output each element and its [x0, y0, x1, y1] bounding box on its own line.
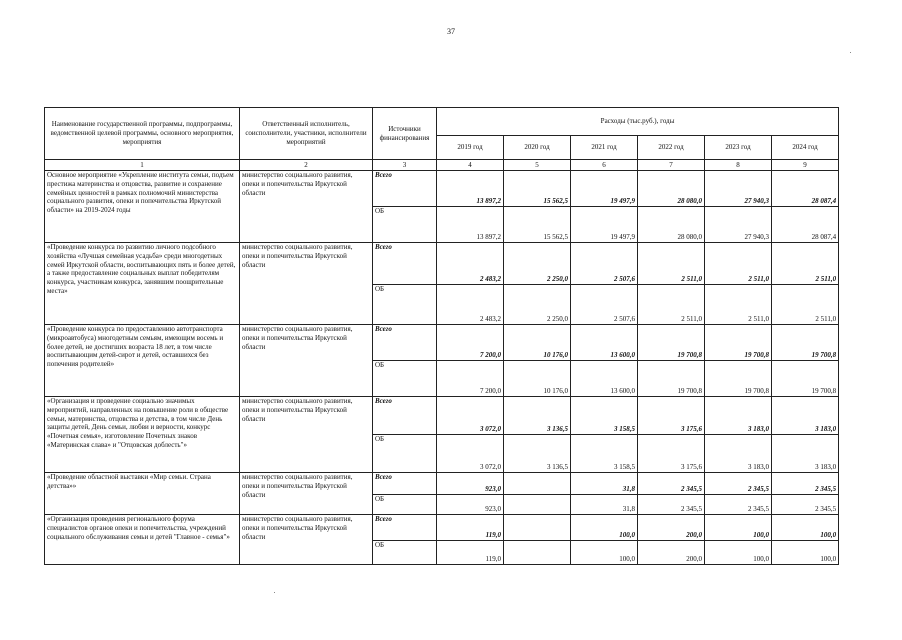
scan-speck [850, 52, 851, 53]
ob-value: 3 183,0 [705, 435, 772, 473]
header-year-2023: 2023 год [705, 136, 772, 160]
header-year-2020: 2020 год [504, 136, 571, 160]
ob-value: 19 700,8 [638, 361, 705, 397]
ob-value: 31,8 [571, 495, 638, 515]
table-row [45, 325, 839, 361]
ob-value: 13 600,0 [571, 361, 638, 397]
ob-value: 28 080,0 [638, 207, 705, 243]
total-value: 10 176,0 [504, 325, 571, 361]
source-ob-label: ОБ [373, 495, 437, 515]
page-number: 37 [447, 27, 455, 36]
ob-value: 2 507,6 [571, 285, 638, 325]
source-total-label: Всего [373, 397, 437, 435]
total-value: 200,0 [638, 515, 705, 541]
source-ob-label: ОБ [373, 541, 437, 565]
table-row [45, 243, 839, 285]
total-value: 119,0 [437, 515, 504, 541]
total-value: 2 511,0 [638, 243, 705, 285]
ob-value: 3 183,0 [772, 435, 839, 473]
column-number: 2 [240, 160, 373, 171]
activity-name: «Организация и проведение социально значимых мероприятий, направленных на повышение роли в обществе семьи, материнства, отцовства и детства, в том числе День защиты детей, День семьи, любви и верности, конкурс «Почетная семья», изготовление Почетных знаков «Материнская слава» и "Отцовская доблесть"» [45, 397, 240, 473]
column-number: 6 [571, 160, 638, 171]
source-total-label: Всего [373, 243, 437, 285]
header-year-2021: 2021 год [571, 136, 638, 160]
scan-speck [274, 592, 275, 593]
total-value [504, 473, 571, 495]
total-value: 3 158,5 [571, 397, 638, 435]
source-ob-label: ОБ [373, 361, 437, 397]
ob-value: 2 345,5 [705, 495, 772, 515]
activity-name: «Проведение конкурса по предоставлению автотранспорта (микроавтобуса) многодетным семьям, имеющим восемь и более детей, не достигших возраста 18 лет, в том числе воспитывающим детей-сирот и детей, оставшихся без попечения родителей» [45, 325, 240, 397]
column-number: 1 [45, 160, 240, 171]
source-total-label: Всего [373, 515, 437, 541]
budget-table [44, 107, 839, 565]
ob-value: 2 511,0 [772, 285, 839, 325]
ob-value: 200,0 [638, 541, 705, 565]
total-value: 3 175,6 [638, 397, 705, 435]
source-ob-label: ОБ [373, 435, 437, 473]
column-number: 8 [705, 160, 772, 171]
total-value: 7 200,0 [437, 325, 504, 361]
ob-value: 2 250,0 [504, 285, 571, 325]
activity-name: Основное мероприятие «Укрепление института семьи, подъем престижа материнства и отцовства, развитие и сохранение семейных ценностей в рамках полномочий министерства социального развития, опеки и попечительства Иркутской области» на 2019-2024 годы [45, 171, 240, 243]
total-value: 100,0 [571, 515, 638, 541]
ob-value: 3 175,6 [638, 435, 705, 473]
total-value: 923,0 [437, 473, 504, 495]
source-total-label: Всего [373, 325, 437, 361]
table-row [45, 473, 839, 495]
ob-value: 100,0 [571, 541, 638, 565]
ob-value: 13 897,2 [437, 207, 504, 243]
ob-value: 7 200,0 [437, 361, 504, 397]
total-value: 3 183,0 [772, 397, 839, 435]
activity-executor: министерство социального развития, опеки и попечительства Иркутской области [240, 397, 373, 473]
activity-name: «Проведение конкурса по развитию личного подсобного хозяйства «Лучшая семейная усадьба» среди многодетных семей Иркутской области, воспитывающих пять и более детей, а также предоставление социальных выплат победителям конкурса, участникам конкурса, занявшим поощрительные места» [45, 243, 240, 325]
header-executor: Ответственный исполнитель, соисполнители, участники, исполнители мероприятий [240, 108, 373, 160]
ob-value [504, 541, 571, 565]
total-value: 3 183,0 [705, 397, 772, 435]
total-value: 27 940,3 [705, 171, 772, 207]
total-value: 19 497,9 [571, 171, 638, 207]
activity-executor: министерство социального развития, опеки и попечительства Иркутской области [240, 171, 373, 243]
total-value: 2 511,0 [772, 243, 839, 285]
ob-value [504, 495, 571, 515]
total-value: 19 700,8 [772, 325, 839, 361]
total-value: 19 700,8 [638, 325, 705, 361]
total-value: 13 600,0 [571, 325, 638, 361]
ob-value: 15 562,5 [504, 207, 571, 243]
source-total-label: Всего [373, 473, 437, 495]
total-value [504, 515, 571, 541]
source-ob-label: ОБ [373, 285, 437, 325]
total-value: 2 507,6 [571, 243, 638, 285]
total-value: 2 345,5 [705, 473, 772, 495]
table-row [45, 515, 839, 541]
total-value: 28 080,0 [638, 171, 705, 207]
table-row [45, 397, 839, 435]
header-year-2019: 2019 год [437, 136, 504, 160]
column-number: 4 [437, 160, 504, 171]
header-name: Наименование государственной программы, подпрограммы, ведомственной целевой программы, основного мероприятия, мероприятия [45, 108, 240, 160]
ob-value: 2 345,5 [638, 495, 705, 515]
total-value: 31,8 [571, 473, 638, 495]
ob-value: 3 136,5 [504, 435, 571, 473]
header-year-2024: 2024 год [772, 136, 839, 160]
ob-value: 2 483,2 [437, 285, 504, 325]
total-value: 2 250,0 [504, 243, 571, 285]
ob-value: 3 158,5 [571, 435, 638, 473]
total-value: 13 897,2 [437, 171, 504, 207]
ob-value: 28 087,4 [772, 207, 839, 243]
total-value: 2 483,2 [437, 243, 504, 285]
ob-value: 923,0 [437, 495, 504, 515]
header-source: Источники финансирования [373, 108, 437, 160]
total-value: 15 562,5 [504, 171, 571, 207]
header-year-2022: 2022 год [638, 136, 705, 160]
table-row [45, 171, 839, 207]
source-total-label: Всего [373, 171, 437, 207]
total-value: 100,0 [705, 515, 772, 541]
ob-value: 2 511,0 [638, 285, 705, 325]
ob-value: 19 700,8 [772, 361, 839, 397]
ob-value: 19 700,8 [705, 361, 772, 397]
ob-value: 10 176,0 [504, 361, 571, 397]
column-number: 3 [373, 160, 437, 171]
ob-value: 3 072,0 [437, 435, 504, 473]
activity-executor: министерство социального развития, опеки и попечительства Иркутской области [240, 325, 373, 397]
ob-value: 119,0 [437, 541, 504, 565]
activity-executor: министерство социального развития, опеки и попечительства Иркутской области [240, 515, 373, 565]
total-value: 3 072,0 [437, 397, 504, 435]
activity-name: «Проведение областной выставки «Мир семьи. Страна детства»» [45, 473, 240, 515]
total-value: 19 700,8 [705, 325, 772, 361]
column-number: 7 [638, 160, 705, 171]
total-value: 2 345,5 [772, 473, 839, 495]
source-ob-label: ОБ [373, 207, 437, 243]
total-value: 28 087,4 [772, 171, 839, 207]
total-value: 100,0 [772, 515, 839, 541]
column-number: 5 [504, 160, 571, 171]
activity-name: «Организация проведения регионального форума специалистов органов опеки и попечительства, учреждений социального обслуживания семьи и детей "Главное - семья"» [45, 515, 240, 565]
ob-value: 2 511,0 [705, 285, 772, 325]
column-number: 9 [772, 160, 839, 171]
ob-value: 100,0 [772, 541, 839, 565]
activity-executor: министерство социального развития, опеки и попечительства Иркутской области [240, 473, 373, 515]
activity-executor: министерство социального развития, опеки и попечительства Иркутской области [240, 243, 373, 325]
header-expenses: Расходы (тыс.руб.), годы [437, 108, 839, 136]
total-value: 2 345,5 [638, 473, 705, 495]
ob-value: 100,0 [705, 541, 772, 565]
total-value: 2 511,0 [705, 243, 772, 285]
total-value: 3 136,5 [504, 397, 571, 435]
ob-value: 2 345,5 [772, 495, 839, 515]
ob-value: 19 497,9 [571, 207, 638, 243]
ob-value: 27 940,3 [705, 207, 772, 243]
